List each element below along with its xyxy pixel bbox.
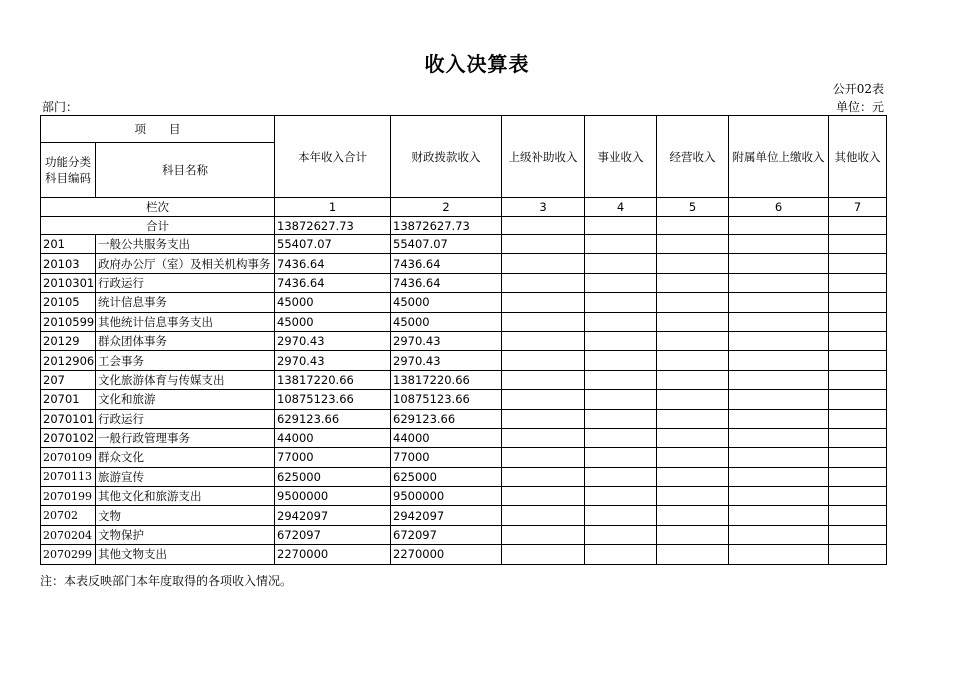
empty-cell xyxy=(502,409,585,428)
row-name: 旅游宣传 xyxy=(96,467,275,486)
empty-cell xyxy=(502,390,585,409)
table-row xyxy=(41,370,887,389)
income-table xyxy=(40,115,887,565)
empty-cell xyxy=(502,428,585,447)
table-row xyxy=(41,331,887,350)
row-total-income: 2970.43 xyxy=(275,351,391,370)
empty-cell xyxy=(729,545,829,564)
header-item: 项 目 xyxy=(41,116,275,143)
empty-cell xyxy=(729,390,829,409)
column-number-7: 7 xyxy=(829,198,887,217)
row-fiscal-income: 2270000 xyxy=(391,545,502,564)
row-code: 2010599 xyxy=(41,312,96,331)
header-other-income: 其他收入 xyxy=(829,116,887,198)
row-code: 201 xyxy=(41,235,96,254)
row-total-income: 2942097 xyxy=(275,506,391,525)
row-name: 一般行政管理事务 xyxy=(96,428,275,447)
header-subject-name: 科目名称 xyxy=(96,143,275,198)
table-row xyxy=(41,467,887,486)
row-code: 2070199 xyxy=(41,487,96,506)
row-code: 2070113 xyxy=(41,467,96,486)
row-code: 2070101 xyxy=(41,409,96,428)
row-total-income: 77000 xyxy=(275,448,391,467)
empty-cell xyxy=(729,273,829,292)
empty-cell xyxy=(585,487,657,506)
empty-cell xyxy=(729,235,829,254)
empty-cell xyxy=(829,448,887,467)
empty-cell xyxy=(585,293,657,312)
row-code: 20103 xyxy=(41,254,96,273)
table-row xyxy=(41,254,887,273)
empty-cell xyxy=(657,409,729,428)
table-row xyxy=(41,545,887,564)
row-fiscal-income: 45000 xyxy=(391,312,502,331)
empty-cell xyxy=(502,235,585,254)
column-number-1: 1 xyxy=(275,198,391,217)
empty-cell xyxy=(585,525,657,544)
empty-cell xyxy=(829,506,887,525)
row-code: 20129 xyxy=(41,331,96,350)
row-name: 文物保护 xyxy=(96,525,275,544)
row-name: 行政运行 xyxy=(96,273,275,292)
empty-cell xyxy=(829,331,887,350)
row-total-income: 2970.43 xyxy=(275,331,391,350)
empty-cell xyxy=(829,428,887,447)
table-row xyxy=(41,506,887,525)
row-total-income: 45000 xyxy=(275,293,391,312)
total-income-value: 13872627.73 xyxy=(275,217,391,235)
table-row xyxy=(41,273,887,292)
empty-cell xyxy=(657,525,729,544)
empty-cell xyxy=(729,525,829,544)
row-name: 其他文物支出 xyxy=(96,545,275,564)
empty-cell xyxy=(585,351,657,370)
row-name: 一般公共服务支出 xyxy=(96,235,275,254)
empty-cell xyxy=(585,506,657,525)
empty-cell xyxy=(585,428,657,447)
empty-cell xyxy=(729,448,829,467)
table-row xyxy=(41,293,887,312)
column-number-2: 2 xyxy=(391,198,502,217)
row-fiscal-income: 7436.64 xyxy=(391,254,502,273)
total-label: 合计 xyxy=(41,217,275,235)
empty-cell xyxy=(729,293,829,312)
empty-cell xyxy=(585,409,657,428)
row-fiscal-income: 45000 xyxy=(391,293,502,312)
row-total-income: 7436.64 xyxy=(275,273,391,292)
empty-cell xyxy=(829,390,887,409)
form-code: 公开02表 xyxy=(832,82,884,96)
empty-cell xyxy=(729,312,829,331)
empty-cell xyxy=(829,545,887,564)
column-number-5: 5 xyxy=(657,198,729,217)
row-total-income: 7436.64 xyxy=(275,254,391,273)
table-row xyxy=(41,428,887,447)
empty-cell xyxy=(829,312,887,331)
empty-cell xyxy=(829,370,887,389)
row-name: 统计信息事务 xyxy=(96,293,275,312)
empty-cell xyxy=(657,506,729,525)
row-name: 其他统计信息事务支出 xyxy=(96,312,275,331)
empty-cell xyxy=(502,525,585,544)
table-row xyxy=(41,448,887,467)
empty-cell xyxy=(829,254,887,273)
row-code: 2070102 xyxy=(41,428,96,447)
table-row xyxy=(41,312,887,331)
row-fiscal-income: 2970.43 xyxy=(391,351,502,370)
empty-cell xyxy=(585,467,657,486)
empty-cell xyxy=(829,273,887,292)
empty-cell xyxy=(657,351,729,370)
row-code: 20701 xyxy=(41,390,96,409)
empty-cell xyxy=(502,273,585,292)
header-affiliated-income: 附属单位上缴收入 xyxy=(729,116,829,198)
column-number-3: 3 xyxy=(502,198,585,217)
empty-cell xyxy=(585,448,657,467)
table-row xyxy=(41,525,887,544)
empty-cell xyxy=(657,235,729,254)
column-number-4: 4 xyxy=(585,198,657,217)
table-note: 注：本表反映部门本年度取得的各项收入情况。 xyxy=(40,574,293,588)
row-total-income: 9500000 xyxy=(275,487,391,506)
row-fiscal-income: 10875123.66 xyxy=(391,390,502,409)
row-code: 2010301 xyxy=(41,273,96,292)
row-code: 2070204 xyxy=(41,525,96,544)
header-business-income: 事业收入 xyxy=(585,116,657,198)
row-fiscal-income: 7436.64 xyxy=(391,273,502,292)
row-name: 其他文化和旅游支出 xyxy=(96,487,275,506)
empty-cell xyxy=(657,390,729,409)
row-fiscal-income: 672097 xyxy=(391,525,502,544)
row-name: 群众团体事务 xyxy=(96,331,275,350)
empty-cell xyxy=(657,331,729,350)
row-fiscal-income: 629123.66 xyxy=(391,409,502,428)
empty-cell xyxy=(502,254,585,273)
empty-cell xyxy=(657,448,729,467)
row-fiscal-income: 625000 xyxy=(391,467,502,486)
row-name: 群众文化 xyxy=(96,448,275,467)
row-code: 207 xyxy=(41,370,96,389)
empty-cell xyxy=(502,293,585,312)
unit-label: 单位：元 xyxy=(835,100,884,114)
empty-cell xyxy=(657,312,729,331)
row-fiscal-income: 55407.07 xyxy=(391,235,502,254)
empty-cell xyxy=(657,273,729,292)
header-total-income: 本年收入合计 xyxy=(275,116,391,198)
column-number-6: 6 xyxy=(729,198,829,217)
empty-cell xyxy=(729,351,829,370)
empty-cell xyxy=(502,448,585,467)
row-name: 行政运行 xyxy=(96,409,275,428)
empty-cell xyxy=(829,487,887,506)
row-total-income: 672097 xyxy=(275,525,391,544)
empty-cell xyxy=(502,487,585,506)
empty-cell xyxy=(729,370,829,389)
empty-cell xyxy=(502,331,585,350)
header-superior-subsidy: 上级补助收入 xyxy=(502,116,585,198)
row-total-income: 625000 xyxy=(275,467,391,486)
empty-cell xyxy=(585,331,657,350)
empty-cell xyxy=(657,370,729,389)
empty-cell xyxy=(729,331,829,350)
header-operating-income: 经营收入 xyxy=(657,116,729,198)
row-fiscal-income: 2970.43 xyxy=(391,331,502,350)
empty-cell xyxy=(502,370,585,389)
empty-cell xyxy=(502,312,585,331)
row-fiscal-income: 9500000 xyxy=(391,487,502,506)
table-row xyxy=(41,487,887,506)
empty-cell xyxy=(729,487,829,506)
row-code: 2070109 xyxy=(41,448,96,467)
row-name: 文化和旅游 xyxy=(96,390,275,409)
empty-cell xyxy=(502,351,585,370)
table-row xyxy=(41,390,887,409)
row-code: 20105 xyxy=(41,293,96,312)
empty-cell xyxy=(829,235,887,254)
row-fiscal-income: 77000 xyxy=(391,448,502,467)
empty-cell xyxy=(657,428,729,447)
row-name: 文化旅游体育与传媒支出 xyxy=(96,370,275,389)
empty-cell xyxy=(585,370,657,389)
table-row xyxy=(41,235,887,254)
row-name: 文物 xyxy=(96,506,275,525)
empty-cell xyxy=(729,409,829,428)
row-code: 2012906 xyxy=(41,351,96,370)
row-name: 政府办公厅（室）及相关机构事务 xyxy=(96,254,275,273)
empty-cell xyxy=(585,273,657,292)
empty-cell xyxy=(657,254,729,273)
row-total-income: 55407.07 xyxy=(275,235,391,254)
total-fiscal-value: 13872627.73 xyxy=(391,217,502,235)
empty-cell xyxy=(585,545,657,564)
row-name: 工会事务 xyxy=(96,351,275,370)
empty-cell xyxy=(829,409,887,428)
empty-cell xyxy=(585,312,657,331)
header-fiscal-income: 财政拨款收入 xyxy=(391,116,502,198)
row-total-income: 13817220.66 xyxy=(275,370,391,389)
empty-cell xyxy=(729,254,829,273)
row-total-income: 629123.66 xyxy=(275,409,391,428)
row-fiscal-income: 13817220.66 xyxy=(391,370,502,389)
total-row xyxy=(41,217,887,235)
row-fiscal-income: 44000 xyxy=(391,428,502,447)
empty-cell xyxy=(502,506,585,525)
empty-cell xyxy=(585,235,657,254)
empty-cell xyxy=(657,293,729,312)
department-label: 部门： xyxy=(42,100,79,114)
empty-cell xyxy=(829,467,887,486)
empty-cell xyxy=(829,293,887,312)
row-total-income: 10875123.66 xyxy=(275,390,391,409)
empty-cell xyxy=(829,525,887,544)
row-total-income: 45000 xyxy=(275,312,391,331)
empty-cell xyxy=(585,254,657,273)
empty-cell xyxy=(729,467,829,486)
row-total-income: 2270000 xyxy=(275,545,391,564)
empty-cell xyxy=(502,545,585,564)
page-title: 收入决算表 xyxy=(424,52,530,76)
table-row xyxy=(41,409,887,428)
row-code: 2070299 xyxy=(41,545,96,564)
empty-cell xyxy=(657,467,729,486)
empty-cell xyxy=(657,545,729,564)
row-total-income: 44000 xyxy=(275,428,391,447)
row-fiscal-income: 2942097 xyxy=(391,506,502,525)
empty-cell xyxy=(657,487,729,506)
empty-cell xyxy=(829,351,887,370)
empty-cell xyxy=(502,467,585,486)
row-code: 20702 xyxy=(41,506,96,525)
empty-cell xyxy=(729,428,829,447)
header-func-code: 功能分类科目编码 xyxy=(41,143,96,198)
empty-cell xyxy=(585,390,657,409)
table-row xyxy=(41,351,887,370)
empty-cell xyxy=(729,506,829,525)
column-number-label: 栏次 xyxy=(41,198,275,217)
